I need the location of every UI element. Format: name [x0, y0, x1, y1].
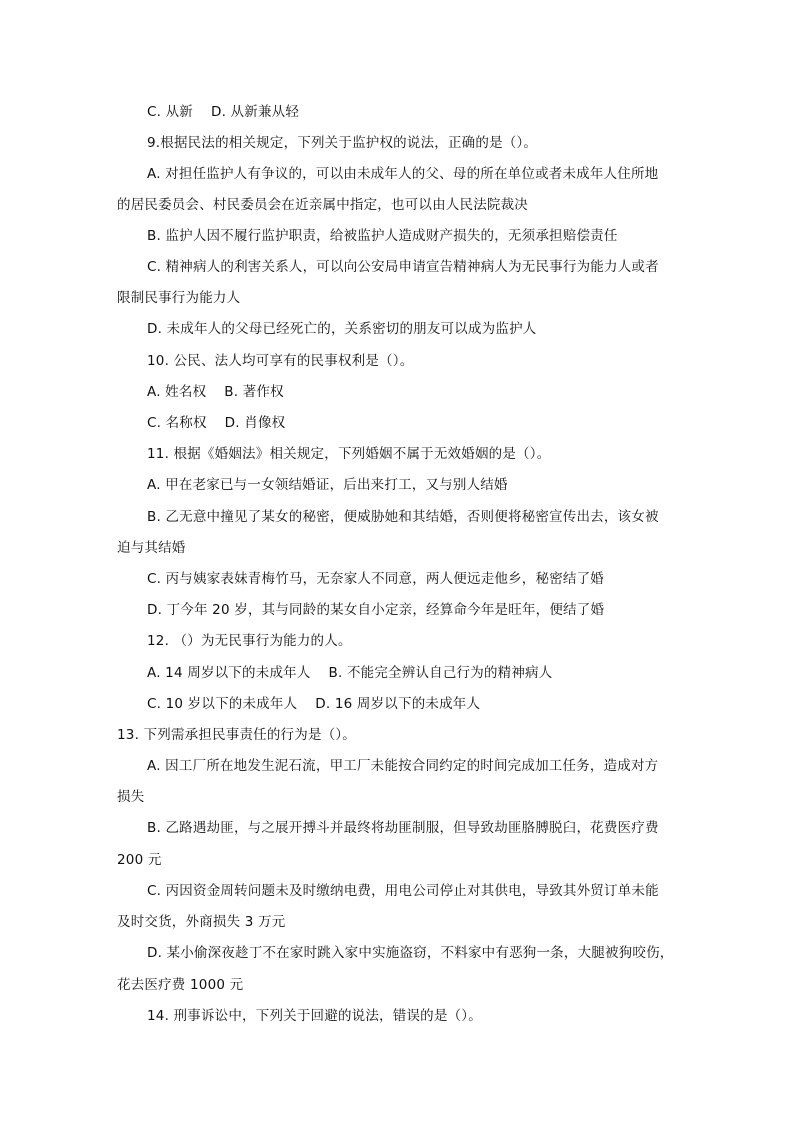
- option-line: A. 14 周岁以下的未成年人 B. 不能完全辨认自己行为的精神病人: [147, 665, 553, 681]
- option-continuation-line: 花去医疗费 1000 元: [117, 977, 244, 993]
- option-line: C. 10 岁以下的未成年人 D. 16 周岁以下的未成年人: [147, 696, 481, 712]
- option-line: D. 未成年人的父母已经死亡的，关系密切的朋友可以成为监护人: [147, 321, 537, 337]
- option-line: A. 因工厂所在地发生泥石流，甲工厂未能按合同约定的时间完成加工任务，造成对方: [147, 758, 659, 774]
- option-line: B. 乙无意中撞见了某女的秘密，便威胁她和其结婚，否则便将秘密宣传出去，该女被: [147, 509, 659, 525]
- option-line: C. 从新 D. 从新兼从轻: [147, 104, 300, 120]
- question-line: 12. （）为无民事行为能力的人。: [147, 633, 352, 649]
- question-line: 14. 刑事诉讼中，下列关于回避的说法，错误的是（）。: [147, 1008, 482, 1024]
- option-line: C. 精神病人的利害关系人，可以向公安局申请宣告精神病人为无民事行为能力人或者: [147, 259, 659, 275]
- option-continuation-line: 及时交货，外商损失 3 万元: [117, 914, 286, 930]
- question-line: 13. 下列需承担民事责任的行为是（）。: [117, 727, 357, 743]
- option-line: C. 丙因资金周转问题未及时缴纳电费，用电公司停止对其供电，导致其外贸订单未能: [147, 883, 659, 899]
- question-line: 11. 根据《婚姻法》相关规定，下列婚姻不属于无效婚姻的是（）。: [147, 446, 551, 462]
- question-line: 10. 公民、法人均可享有的民事权利是（）。: [147, 353, 414, 369]
- question-line: 9.根据民法的相关规定，下列关于监护权的说法，正确的是（）。: [147, 135, 538, 151]
- option-continuation-line: 的居民委员会、村民委员会在近亲属中指定，也可以由人民法院裁决: [117, 197, 528, 213]
- option-line: B. 乙路遇劫匪，与之展开搏斗并最终将劫匪制服，但导致劫匪胳膊脱臼，花费医疗费: [147, 820, 659, 836]
- option-line: C. 名称权 D. 肖像权: [147, 415, 286, 431]
- option-line: D. 丁今年 20 岁，其与同龄的某女自小定亲，经算命今年是旺年，便结了婚: [147, 602, 605, 618]
- option-continuation-line: 迫与其结婚: [117, 540, 186, 556]
- option-continuation-line: 损失: [117, 789, 145, 805]
- option-continuation-line: 200 元: [117, 852, 162, 868]
- option-line: A. 甲在老家已与一女领结婚证，后出来打工，又与别人结婚: [147, 477, 508, 493]
- option-line: A. 姓名权 B. 著作权: [147, 384, 284, 400]
- option-line: D. 某小偷深夜趁丁不在家时跳入家中实施盗窃，不料家中有恶狗一条，大腿被狗咬伤，: [147, 945, 674, 961]
- option-continuation-line: 限制民事行为能力人: [117, 290, 241, 306]
- option-line: A. 对担任监护人有争议的，可以由未成年人的父、母的所在单位或者未成年人住所地: [147, 166, 659, 182]
- option-line: B. 监护人因不履行监护职责，给被监护人造成财产损失的，无须承担赔偿责任: [147, 228, 618, 244]
- option-line: C. 丙与姨家表妹青梅竹马，无奈家人不同意，两人便远走他乡，秘密结了婚: [147, 571, 605, 587]
